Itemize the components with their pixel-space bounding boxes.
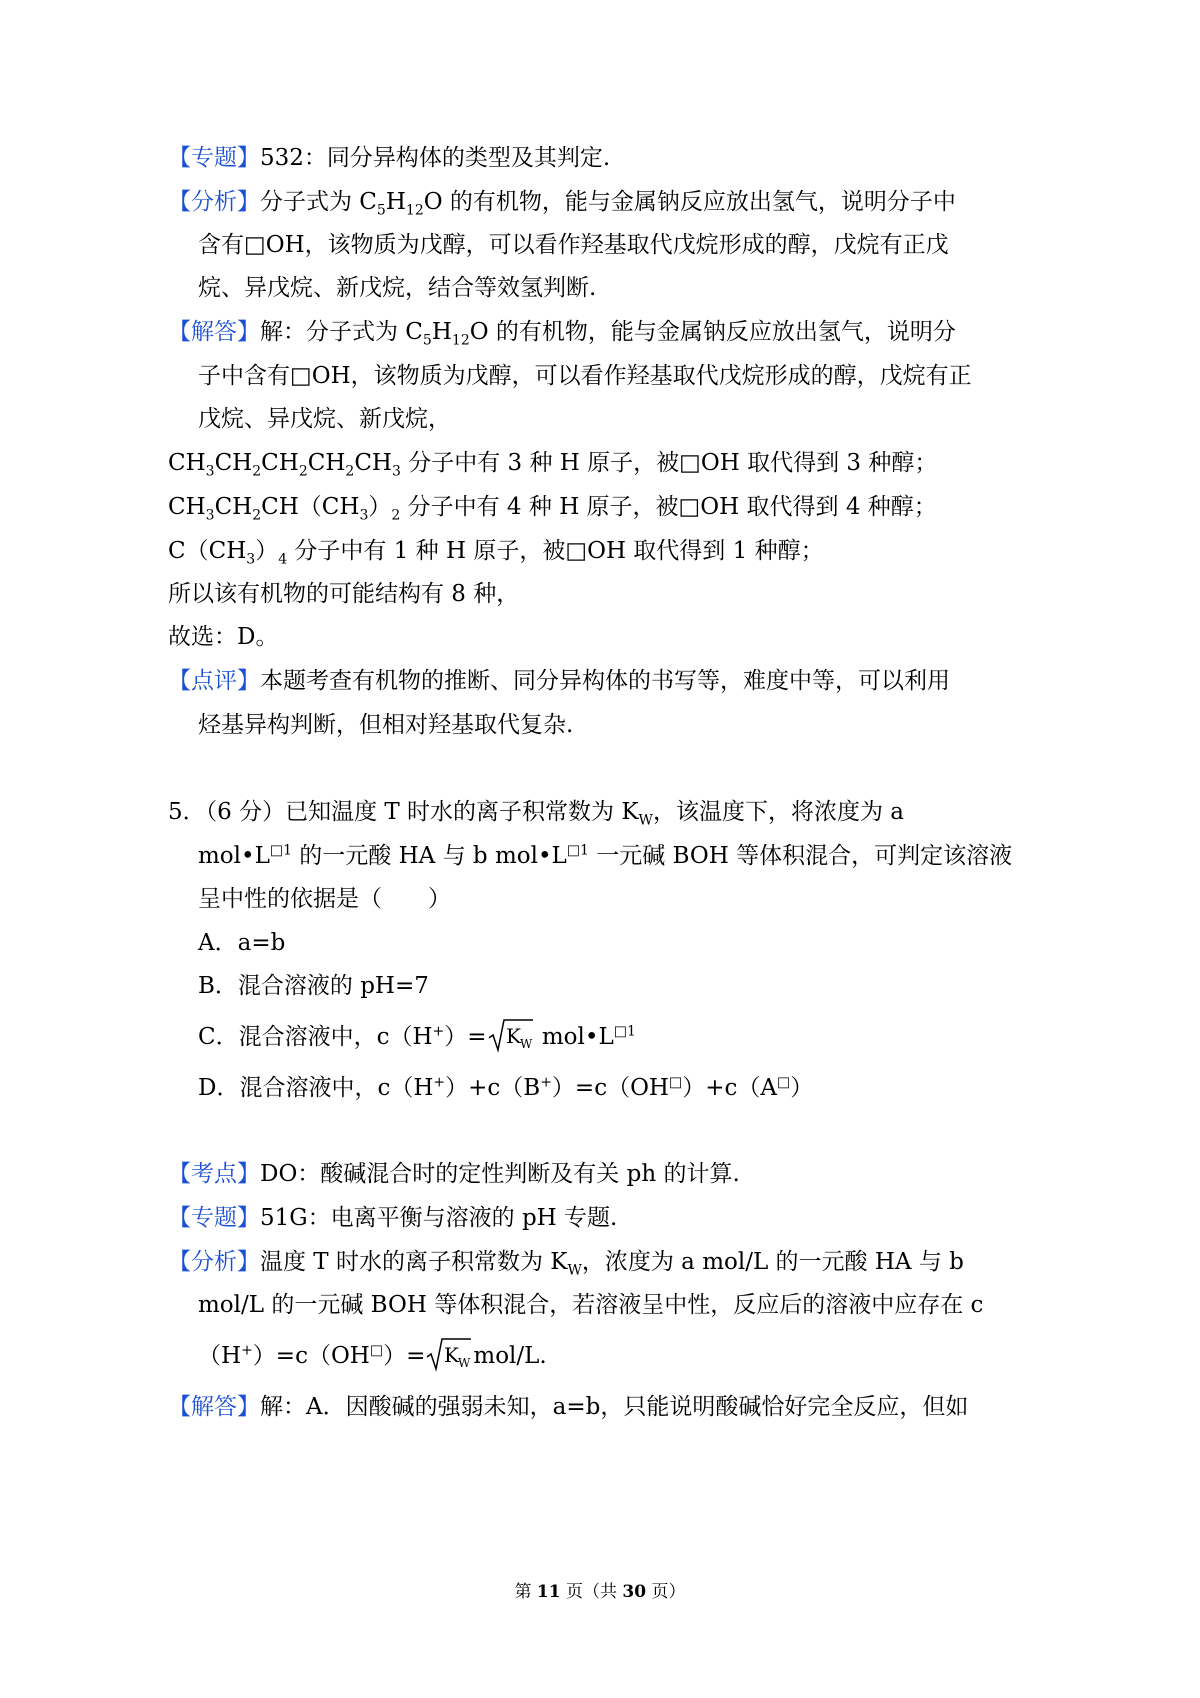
q5-option-c	[198, 1016, 636, 1064]
subscript: 2	[298, 463, 308, 480]
footer-text: 第	[514, 1582, 537, 1602]
formula-part: CH	[307, 450, 346, 476]
q5-option-text: ）+c（B	[445, 1075, 541, 1101]
subscript: 12	[451, 332, 470, 349]
formula-part: CH	[261, 450, 299, 476]
formula-part: CH	[214, 450, 253, 476]
subscript: 3	[246, 551, 256, 568]
formula-part: CH	[168, 450, 206, 476]
sqrt-label: K	[505, 1024, 521, 1048]
formula-part: CH	[214, 494, 253, 520]
formula-line-pentane	[168, 448, 937, 478]
q4-solution-text: H	[431, 319, 452, 345]
subscript: 4	[278, 551, 288, 568]
formula-part: ）	[255, 538, 279, 564]
superscript: □	[369, 1342, 384, 1359]
page-total: 30	[622, 1582, 647, 1602]
q5-analysis-text: mol/L.	[473, 1343, 547, 1369]
page-number: 11	[536, 1582, 561, 1602]
keypoint-tag: 【考点】	[168, 1161, 260, 1187]
topic-tag: 【专题】	[168, 145, 260, 171]
q5-option-text: ）=	[444, 1024, 487, 1050]
q4-analysis-line-2: 含有□OH，该物质为戊醇，可以看作羟基取代戊烷形成的醇，戊烷有正戊	[198, 232, 949, 258]
solution-tag: 【解答】	[168, 319, 260, 345]
q5-option-a: A．a=b	[198, 930, 286, 956]
formula-part: CH（CH	[261, 494, 360, 520]
subscript: W	[638, 812, 653, 829]
q5-topic-line	[168, 1203, 617, 1233]
q5-option-text: C．混合溶液中，c（H	[198, 1024, 433, 1050]
q4-solution-line-3: 戊烷、异戊烷、新戊烷，	[198, 406, 451, 432]
footer-text: 页（共	[560, 1582, 623, 1602]
formula-part: ）	[368, 494, 392, 520]
q5-stem-line-3: 呈中性的依据是（ ）	[198, 886, 451, 912]
q5-option-text: ）	[790, 1075, 814, 1101]
subscript: 3	[205, 507, 215, 524]
q5-stem-text: 的一元酸 HA 与 b mol•L	[292, 843, 567, 869]
formula-line-neopentane	[168, 536, 824, 566]
subscript: 2	[345, 463, 355, 480]
q5-analysis-line-3	[198, 1335, 547, 1383]
subscript: 5	[422, 332, 432, 349]
q4-answer: 故选：D。	[168, 624, 279, 650]
formula-part: CH	[354, 450, 392, 476]
q4-topic-line	[168, 143, 610, 173]
q4-topic-text: 532：同分异构体的类型及其判定.	[260, 145, 611, 171]
q5-analysis-line-2: mol/L 的一元碱 BOH 等体积混合，若溶液呈中性，反应后的溶液中应存在 c	[198, 1292, 984, 1318]
superscript: □	[777, 1074, 791, 1091]
sqrt-subscript: W	[519, 1037, 532, 1051]
q5-stem-text: mol•L	[198, 843, 270, 869]
q5-stem-text: 5．（6 分）已知温度 T 时水的离子积常数为 K	[168, 799, 639, 825]
q4-analysis-line-3: 烷、异戊烷、新戊烷，结合等效氢判断.	[198, 275, 597, 301]
q5-topic-text: 51G：电离平衡与溶液的 pH 专题.	[260, 1205, 618, 1231]
superscript: □1	[269, 842, 292, 859]
sqrt-kw-symbol	[425, 1335, 473, 1383]
q5-option-text: ）+c（A	[682, 1075, 777, 1101]
q4-solution-line-1	[168, 317, 956, 347]
q4-conclusion: 所以该有机物的可能结构有 8 种，	[168, 581, 520, 607]
formula-description: 分子中有 1 种 H 原子，被□OH 取代得到 1 种醇；	[287, 538, 824, 564]
q4-analysis-line-1	[168, 187, 956, 217]
formula-part: CH	[168, 494, 206, 520]
footer-text: 页）	[646, 1582, 686, 1602]
superscript: +	[241, 1342, 253, 1359]
q5-analysis-text: 温度 T 时水的离子积常数为 K	[260, 1249, 568, 1275]
q5-stem-text: 一元碱 BOH 等体积混合，可判定该溶液	[588, 843, 1013, 869]
sqrt-label: K	[444, 1343, 460, 1367]
q4-comment-line-2: 烃基异构判断，但相对羟基取代复杂.	[198, 712, 574, 738]
superscript: □1	[566, 842, 589, 859]
q4-solution-line-2: 子中含有□OH，该物质为戊醇，可以看作羟基取代戊烷形成的醇，戊烷有正	[198, 363, 972, 389]
q4-analysis-text: H	[385, 189, 406, 215]
analysis-tag: 【分析】	[168, 1249, 260, 1275]
q5-option-b: B．混合溶液的 pH=7	[198, 973, 429, 999]
q4-solution-text: O 的有机物，能与金属钠反应放出氢气，说明分	[469, 319, 956, 345]
q5-option-d	[198, 1073, 813, 1103]
subscript: W	[567, 1262, 582, 1279]
subscript: 3	[359, 507, 369, 524]
q4-analysis-text: O 的有机物，能与金属钠反应放出氢气，说明分子中	[423, 189, 956, 215]
q5-stem-text: ，该温度下，将浓度为 a	[652, 799, 904, 825]
comment-tag: 【点评】	[168, 668, 260, 694]
q4-analysis-text: 分子式为 C	[260, 189, 377, 215]
q4-comment-line-1	[168, 666, 950, 696]
subscript: 3	[205, 463, 215, 480]
q4-solution-text: 解：分子式为 C	[260, 319, 423, 345]
q5-analysis-line-1	[168, 1247, 964, 1277]
q5-option-text: ）=c（OH	[551, 1075, 669, 1101]
q5-solution-line-1	[168, 1392, 968, 1422]
solution-tag: 【解答】	[168, 1394, 260, 1420]
topic-tag: 【专题】	[168, 1205, 260, 1231]
subscript: 2	[252, 507, 262, 524]
q5-analysis-text: ，浓度为 a mol/L 的一元酸 HA 与 b	[581, 1249, 964, 1275]
q4-comment-text: 本题考查有机物的推断、同分异构体的书写等，难度中等，可以利用	[260, 668, 950, 694]
page-footer	[0, 1577, 1200, 1602]
q5-keypoint-line	[168, 1159, 740, 1189]
superscript: +	[433, 1074, 446, 1091]
q5-analysis-text: （H	[198, 1343, 242, 1369]
sqrt-subscript: W	[458, 1356, 471, 1370]
analysis-tag: 【分析】	[168, 189, 260, 215]
q5-keypoint-text: DO：酸碱混合时的定性判断及有关 ph 的计算.	[260, 1161, 740, 1187]
superscript: +	[540, 1074, 552, 1091]
sqrt-kw-symbol	[487, 1016, 535, 1064]
subscript: 5	[376, 202, 386, 219]
formula-description: 分子中有 3 种 H 原子，被□OH 取代得到 3 种醇；	[400, 450, 938, 476]
formula-line-isopentane	[168, 492, 937, 522]
subscript: 12	[405, 202, 424, 219]
q5-option-text: D．混合溶液中，c（H	[198, 1075, 434, 1101]
q5-stem-line-2	[198, 841, 1012, 871]
superscript: □	[669, 1074, 683, 1091]
formula-description: 分子中有 4 种 H 原子，被□OH 取代得到 4 种醇；	[400, 494, 937, 520]
q5-option-text: mol•L	[534, 1024, 614, 1050]
q5-solution-text: 解：A．因酸碱的强弱未知，a=b，只能说明酸碱恰好完全反应，但如	[260, 1394, 969, 1420]
q5-analysis-text: ）=	[383, 1343, 426, 1369]
subscript: 2	[391, 507, 401, 524]
superscript: □1	[613, 1023, 636, 1040]
q5-stem-line-1	[168, 797, 904, 827]
subscript: 2	[252, 463, 262, 480]
q5-analysis-text: ）=c（OH	[252, 1343, 370, 1369]
superscript: +	[432, 1023, 445, 1040]
subscript: 3	[391, 463, 401, 480]
formula-part: C（CH	[168, 538, 247, 564]
